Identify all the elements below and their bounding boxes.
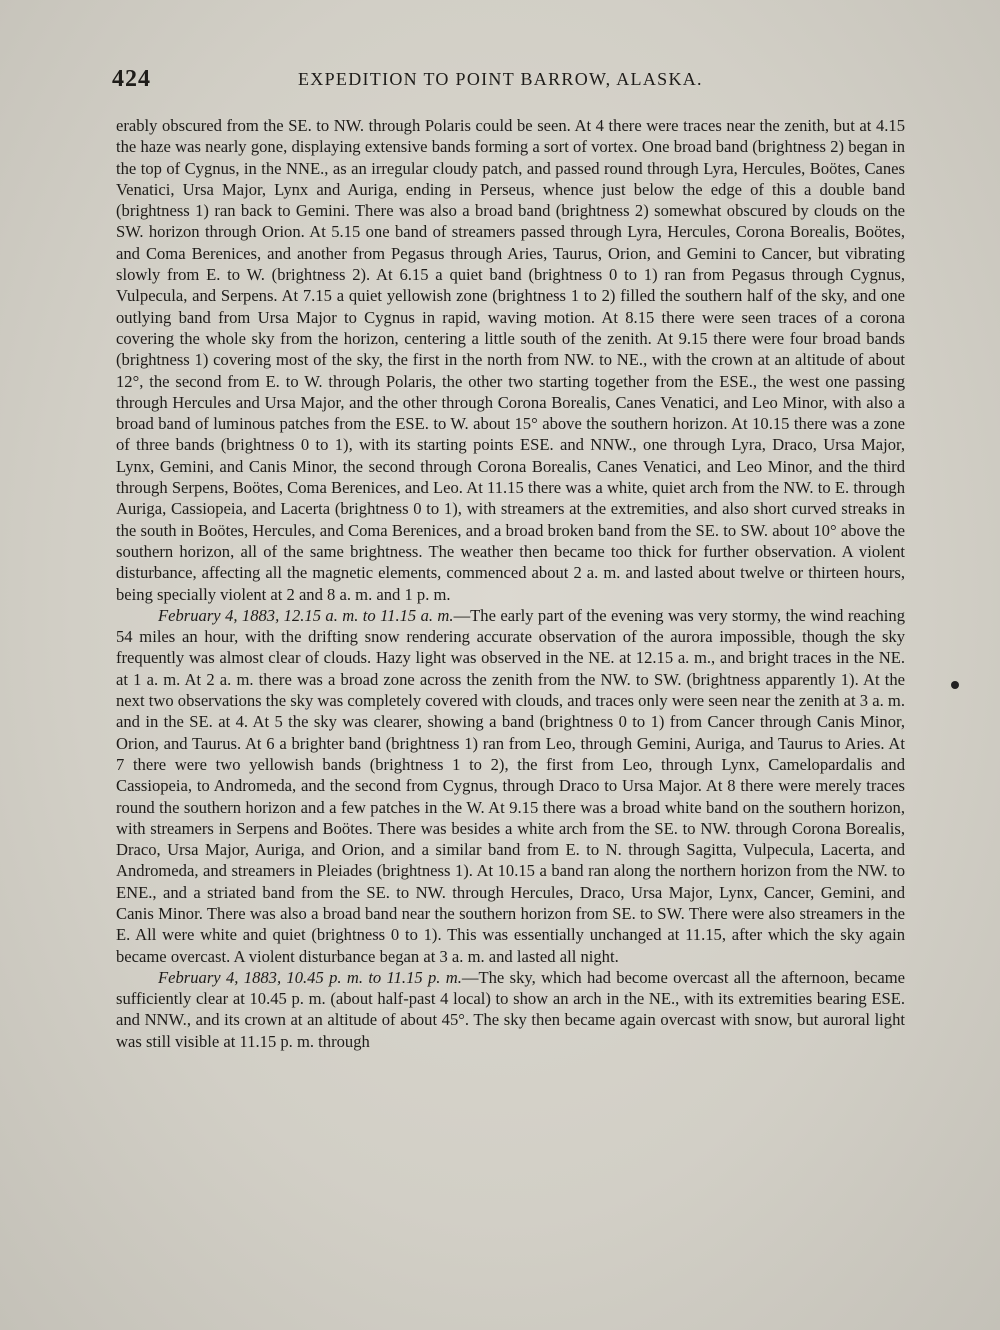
page-number: 424 — [112, 66, 151, 92]
paragraph-february-4-morning — [116, 605, 905, 967]
paragraph-text: —The early part of the evening was very stormy, the wind reaching 54 miles an hour, with the drifting snow rendering accurate observation of the aurora impossible, though the sky frequently was almost clear of clouds. Hazy light was observed in the NE. at 12.15 a. m., and bright traces in the NE. at 1 a. m. At 2 a. m. there was a broad zone across the zenith from the NW. to SW. (brightness apparently 1). At the next two observations the sky was completely covered with clouds, and traces only were seen near the zenith at 3 a. m. and in the SE. at 4. At 5 the sky was clearer, showing a band (brightness 0 to 1) from Cancer through Canis Minor, Orion, and Taurus. At 6 a brighter band (brightness 1) ran from Leo, through Gemini, Auriga, and Taurus to Aries. At 7 there were two yellowish bands (brightness 1 to 2), the first from Leo, through Lynx, Camelopardalis and Cassiopeia, to Andromeda, and the second from Cygnus, through Draco to Ursa Major. At 8 there were merely traces round the southern horizon and a few patches in the W. At 9.15 there was a broad white band on the southern horizon, with streamers in Serpens and Boötes. There was besides a white arch from the SE. to NW. through Corona Borealis, Draco, Ursa Major, Auriga, and Orion, and a similar band from E. to N. through Sagitta, Vulpecula, Lacerta, and Andromeda, and streamers in Pleiades (brightness 1). At 10.15 a band ran along the northern horizon from the NW. to ENE., and a striated band from the SE. to NW. through Hercules, Draco, Ursa Major, Lynx, Cancer, Gemini, and Canis Minor. There was also a broad band near the southern horizon from SE. to SW. There were also streamers in the E. All were white and quiet (brightness 0 to 1). This was essentially unchanged at 11.15, after which the sky again became overcast. A violent disturbance began at 3 a. m. and lasted all night. — [116, 605, 905, 966]
body-text — [116, 115, 905, 1052]
running-title: EXPEDITION TO POINT BARROW, ALASKA. — [298, 69, 703, 89]
entry-dateline: February 4, 1883, 12.15 a. m. to 11.15 a. m. — [158, 605, 454, 625]
paragraph-continuation — [116, 115, 905, 605]
paragraph-text: erably obscured from the SE. to NW. through Polaris could be seen. At 4 there were traces near the zenith, but at 4.15 the haze was nearly gone, displaying extensive bands forming a sort of vortex. One broad band (brightness 2) began in the top of Cygnus, in the NNE., as an irregular cloudy patch, and passed round through Lyra, Hercules, Boötes, Canes Venatici, Ursa Major, Lynx and Auriga, ending in Perseus, whence just below the edge of this a double band (brightness 1) ran back to Gemini. There was also a broad band (brightness 2) somewhat obscured by clouds on the SW. horizon through Orion. At 5.15 one band of streamers passed through Lyra, Hercules, Corona Borealis, Boötes, and Coma Berenices, and another from Pegasus through Aries, Taurus, Orion, and Gemini to Cancer, but vibrating slowly from E. to W. (brightness 2). At 6.15 a quiet band (brightness 0 to 1) ran from Pegasus through Cygnus, Vulpecula, and Serpens. At 7.15 a quiet yellowish zone (brightness 1 to 2) filled the southern half of the sky, and one outlying band from Ursa Major to Cygnus in rapid, waving motion. At 8.15 there were seen traces of a corona covering the whole sky from the horizon, centering a little south of the zenith. At 9.15 there were four broad bands (brightness 1) covering most of the sky, the first in the north from NW. to NE., with the crown at an altitude of about 12°, the second from E. to W. through Polaris, the other two starting together from the ESE., the west one passing through Hercules and Ursa Major, and the other through Corona Borealis, Canes Venatici, and Leo Minor, with also a broad band of luminous patches from the ESE. to W. about 15° above the southern horizon. At 10.15 there was a zone of three bands (brightness 0 to 1), with its starting points ESE. and NNW., one through Lyra, Draco, Ursa Major, Lynx, Gemini, and Canis Minor, the second through Corona Borealis, Canes Venatici, and Leo Minor, and the third through Serpens, Boötes, Coma Berenices, and Leo. At 11.15 there was a white, quiet arch from the NW. to E. through Auriga, Cassiopeia, and Lacerta (brightness 0 to 1), with streamers at the extremities, and also short curved streaks in the south in Boötes, Hercules, and Coma Berenices, and a broad broken band from the SE. to SW. about 10° above the southern horizon, all of the same brightness. The weather then became too thick for further observation. A violent disturbance, affecting all the magnetic elements, commenced about 2 a. m. and lasted about twelve or thirteen hours, being specially violent at 2 and 8 a. m. and 1 p. m. — [116, 116, 905, 604]
paragraph-text: —The sky, which had become overcast all the afternoon, became sufficiently clear at 10.45 p. m. (about half-past 4 local) to show an arch in the NE., with its extremities bearing ESE. and NNW., and its crown at an altitude of about 45°. The sky then became again overcast with snow, but auroral light was still visible at 11.15 p. m. through — [116, 967, 905, 1051]
page-header — [112, 66, 902, 96]
margin-dot-mark — [951, 681, 959, 689]
paragraph-february-4-evening — [116, 967, 905, 1052]
entry-dateline: February 4, 1883, 10.45 p. m. to 11.15 p. m. — [158, 967, 462, 987]
